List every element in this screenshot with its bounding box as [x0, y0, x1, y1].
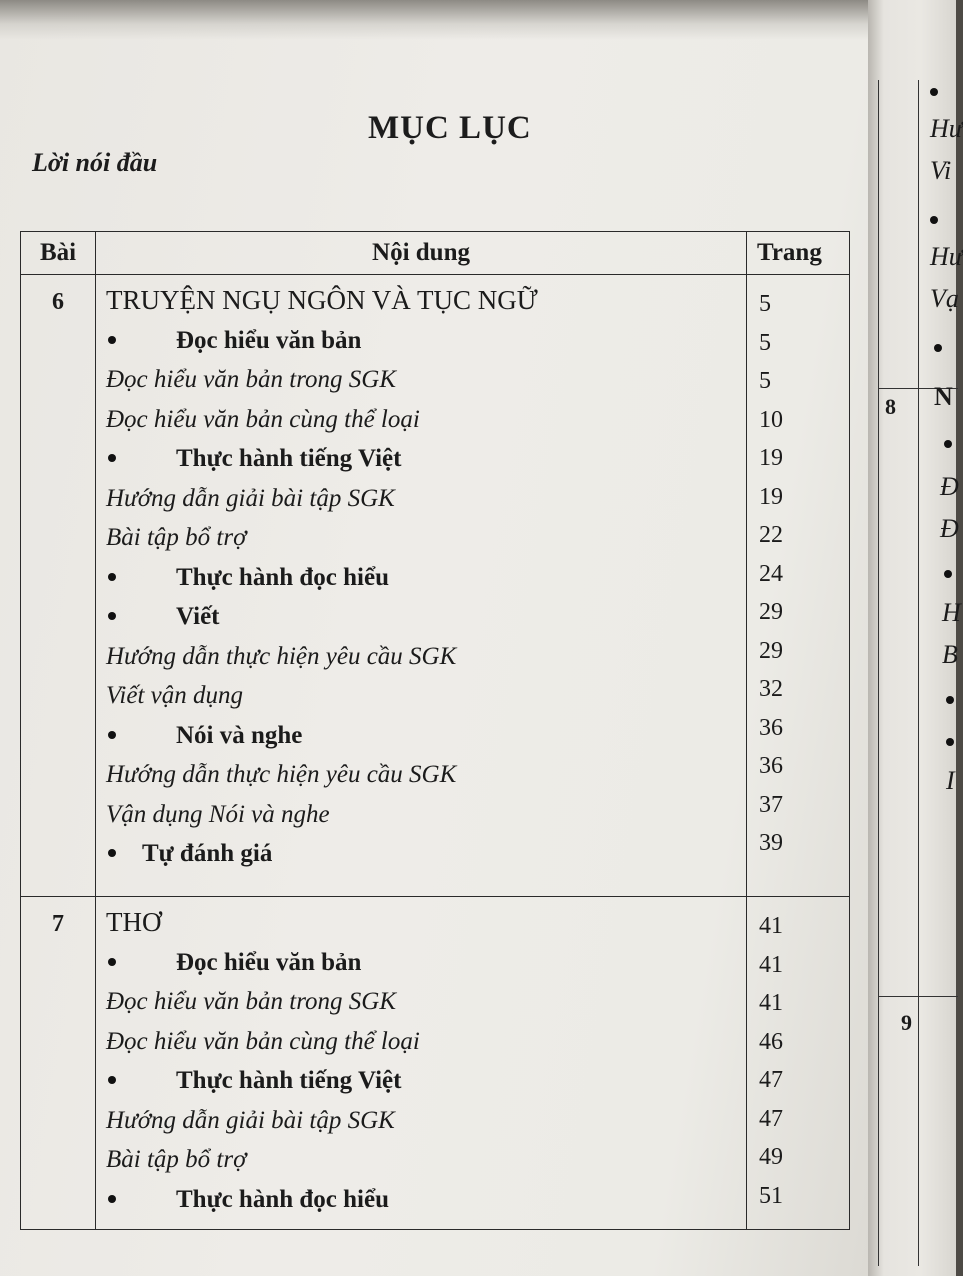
next-page-bullet: [944, 440, 952, 448]
toc-subitem: Hướng dẫn giải bài tập SGK: [106, 1106, 395, 1134]
page-number: 36: [759, 753, 783, 779]
next-page-bullet: [944, 570, 952, 578]
page-number: 29: [759, 637, 783, 664]
toc-subitem: Vận dụng Nói và nghe: [106, 800, 330, 828]
next-page-bullet: [946, 696, 954, 704]
page-number: 5: [759, 291, 771, 317]
unit-pages: [747, 897, 850, 1230]
page-number: 47: [759, 1105, 783, 1132]
preface-label: Lời nói đầu: [32, 148, 158, 177]
bullet-icon: [108, 454, 116, 462]
unit-pages: [747, 275, 850, 897]
bullet-icon: [108, 1076, 116, 1084]
toc-section: [106, 439, 746, 479]
next-page-fragment: Vi: [930, 156, 952, 185]
bullet-icon: [108, 731, 116, 739]
next-page-fragment: H: [942, 598, 961, 627]
page-number: 19: [759, 445, 783, 471]
next-page-fragment: B: [942, 640, 958, 669]
unit-content: [96, 897, 747, 1230]
next-page-fragment: Hư: [930, 114, 963, 143]
page-number: 41: [759, 951, 783, 978]
toc-header-row: [21, 232, 850, 275]
page-number: 47: [759, 1067, 783, 1093]
next-page-bullet: [946, 738, 954, 746]
next-page-fragment: Đ: [940, 514, 959, 543]
page-title: MỤC LỤC: [368, 110, 532, 146]
toc-subitem: Bài tập bổ trợ: [106, 524, 247, 551]
toc-section-label: Thực hành tiếng Việt: [176, 445, 402, 472]
toc-section-label: Thực hành tiếng Việt: [176, 1067, 402, 1094]
toc-subitem: Hướng dẫn giải bài tập SGK: [106, 484, 395, 512]
toc-subitem: Đọc hiểu văn bản cùng thể loại: [106, 405, 420, 433]
toc-section-label: Đọc hiểu văn bản: [176, 326, 362, 354]
next-page-column-line: [918, 80, 919, 1266]
page-shadow: [0, 0, 868, 40]
next-page-fragment: Hư: [930, 242, 963, 271]
next-page-unit-number: 8: [885, 394, 896, 419]
page-number: 10: [759, 406, 783, 433]
toc-section: [106, 321, 746, 361]
toc-section-label: Tự đánh giá: [142, 840, 273, 867]
toc-subitem: Đọc hiểu văn bản cùng thể loại: [106, 1027, 420, 1055]
bullet-icon: [108, 573, 116, 581]
page-number: 29: [759, 599, 783, 625]
page-number: 39: [759, 830, 783, 856]
toc-section: [106, 834, 746, 874]
page-number: 36: [759, 714, 783, 741]
toc-subitem: Hướng dẫn thực hiện yêu cầu SGK: [106, 642, 457, 670]
next-page-unit-number: 9: [901, 1010, 912, 1035]
page-number: 49: [759, 1144, 783, 1170]
bullet-icon: [108, 612, 116, 620]
header-noidung: Nội dung: [96, 232, 747, 275]
unit-title: THƠ: [106, 907, 162, 937]
toc-section: [106, 1061, 746, 1101]
unit-number: 7: [21, 897, 96, 1230]
header-bai: Bài: [21, 232, 96, 275]
page-number: 5: [759, 368, 771, 394]
toc-section: [106, 1180, 746, 1220]
page-number: 24: [759, 560, 783, 587]
page-number: 32: [759, 676, 783, 702]
toc-subitem: Đọc hiểu văn bản trong SGK: [106, 366, 397, 393]
page-number: 41: [759, 990, 783, 1016]
toc-subitem: Đọc hiểu văn bản trong SGK: [106, 988, 397, 1015]
toc-subitem: Bài tập bổ trợ: [106, 1146, 247, 1173]
page-number: 22: [759, 522, 783, 548]
next-page-fragment: Vạ: [930, 284, 959, 313]
bullet-icon: [108, 849, 116, 857]
next-page-fragment: I: [946, 766, 955, 795]
page-number: 19: [759, 483, 783, 510]
bullet-icon: [108, 1195, 116, 1203]
page-number: 5: [759, 329, 771, 356]
toc-subitem: Viết vận dụng: [106, 682, 243, 709]
toc-section-label: Thực hành đọc hiểu: [176, 563, 389, 591]
unit-row: [21, 275, 850, 897]
next-page-fragment: N: [934, 382, 953, 411]
next-page-fragment: Đ: [940, 472, 959, 501]
toc-section-label: Viết: [176, 603, 220, 630]
toc-section: [106, 943, 746, 983]
page-number: 41: [759, 913, 783, 939]
next-page-bullet: [934, 344, 942, 352]
unit-content: [96, 275, 747, 897]
toc-section: [106, 558, 746, 598]
toc-section-label: Đọc hiểu văn bản: [176, 948, 362, 976]
toc-section: [106, 716, 746, 756]
bullet-icon: [108, 958, 116, 966]
page-number: 37: [759, 791, 783, 818]
unit-title: TRUYỆN NGỤ NGÔN VÀ TỤC NGỮ: [106, 285, 538, 315]
toc-section: [106, 597, 746, 637]
page-number: 51: [759, 1182, 783, 1209]
unit-number: 6: [21, 275, 96, 897]
page-number: 46: [759, 1028, 783, 1055]
header-trang: Trang: [747, 232, 850, 275]
toc-table: [20, 231, 850, 1230]
toc-section-label: Thực hành đọc hiểu: [176, 1185, 389, 1213]
bullet-icon: [108, 336, 116, 344]
next-page-bullet: [930, 216, 938, 224]
unit-row: [21, 897, 850, 1230]
toc-section-label: Nói và nghe: [176, 721, 303, 749]
toc-subitem: Hướng dẫn thực hiện yêu cầu SGK: [106, 761, 457, 788]
next-page-bullet: [930, 88, 938, 96]
